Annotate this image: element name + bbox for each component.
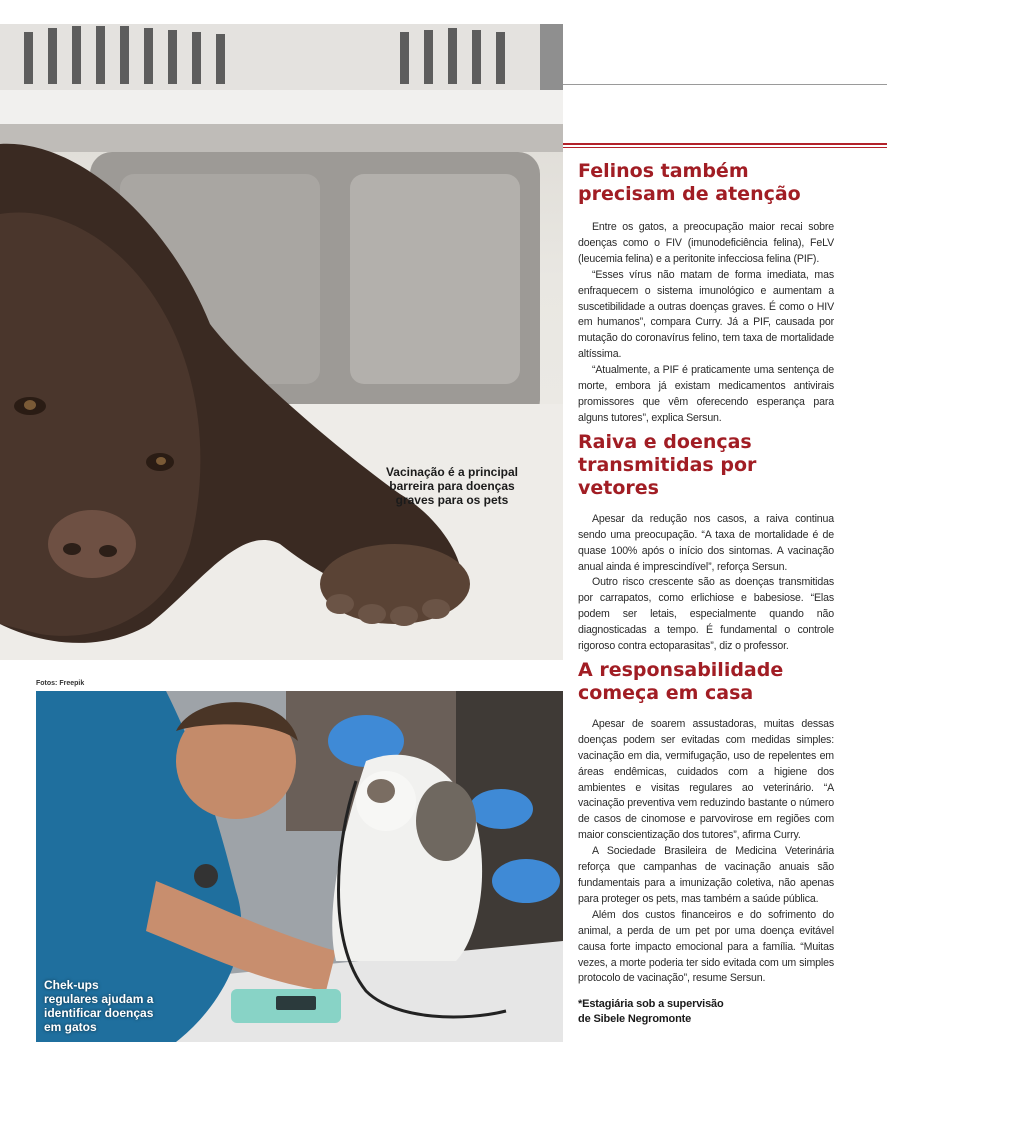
red-rule-thin [563, 147, 887, 148]
top-rule [563, 84, 887, 85]
paragraph: Além dos custos financeiros e do sofrimento do animal, a perda de um pet por uma doença evitável causa forte impacto emocional para a família. “Muitas vezes, a morte poderia ter sido evitada com um simples protocolo de vacinação”, resume Sersun. [578, 908, 834, 985]
dog-photo [0, 24, 563, 660]
paragraph: “Esses vírus não matam de forma imediata, mas enfraquecem o sistema imunológico e aumentam a suscetibilidade a outras doenças graves. É como o HIV em humanos”, compara Curry. Já a PIF, causada por mutação do coronavírus felino, tem taxa de mortalidade altíssima. [578, 268, 834, 361]
footnote-line-2: de Sibele Negromonte [578, 1013, 692, 1026]
paragraph: Apesar de soarem assustadoras, muitas dessas doenças podem ser evitadas com medidas simples: vacinação em dia, vermifugação, uso de repelentes em áreas endêmicas, cuidados com a higiene dos ambientes e visitas regulares ao veterinário. “A vacinação preventiva vem reduzindo bastante o número de casos de cinomose e parvovirose em regiões com maior conscientização dos tutores”, afirma Curry. [578, 717, 834, 842]
footnote [578, 997, 834, 1027]
paragraph: “Atualmente, a PIF é praticamente uma sentença de morte, embora já existam medicamentos antivirais promissores que vêm oferecendo esperança para alguns tutores”, explica Sersun. [578, 364, 834, 424]
paragraph: Outro risco crescente são as doenças transmitidas por carrapatos, como erlichiose e babesiose. “Elas podem ser letais, especialmente quando não diagnosticadas a tempo. É fundamental o controle rigoroso contra ectoparasitas”, diz o professor. [578, 576, 834, 653]
section-heading-responsabilidade: A responsabilidade começa em casa [578, 658, 784, 704]
section-heading-felinos: Felinos também precisam de atenção [578, 160, 801, 205]
paragraph: Apesar da redução nos casos, a raiva continua sendo uma preocupação. “A taxa de mortalidade é de quase 100% após o início dos sintomas. A vacinação anual ainda é imprescindível”, reforça Sersun. [578, 512, 834, 573]
vet-cat-photo [36, 691, 563, 1042]
section-heading-raiva: Raiva e doenças transmitidas por vetores [578, 430, 757, 499]
red-rule [563, 143, 887, 145]
dog-lying-photo-icon [0, 24, 563, 660]
photo-caption-cat: Chek-ups regulares ajudam a identificar doenças em gatos [44, 978, 154, 1034]
photo-caption-dog: Vacinação é a principal barreira para doenças graves para os pets [385, 465, 519, 507]
article-column [578, 160, 834, 1027]
paragraph: A Sociedade Brasileira de Medicina Veterinária reforça que campanhas de vacinação anuais são fundamentais para a imunização coletiva, não apenas para proteger os pets, mas também a saúde pública. [578, 845, 834, 905]
photo-credit: Fotos: Freepik [36, 680, 85, 687]
paragraph: Entre os gatos, a preocupação maior recai sobre doenças como o FIV (imunodeficiência felina), FeLV (leucemia felina) e a peritonite infecciosa felina (PIF). [578, 221, 834, 265]
footnote-line-1: *Estagiária sob a supervisão [578, 998, 724, 1011]
